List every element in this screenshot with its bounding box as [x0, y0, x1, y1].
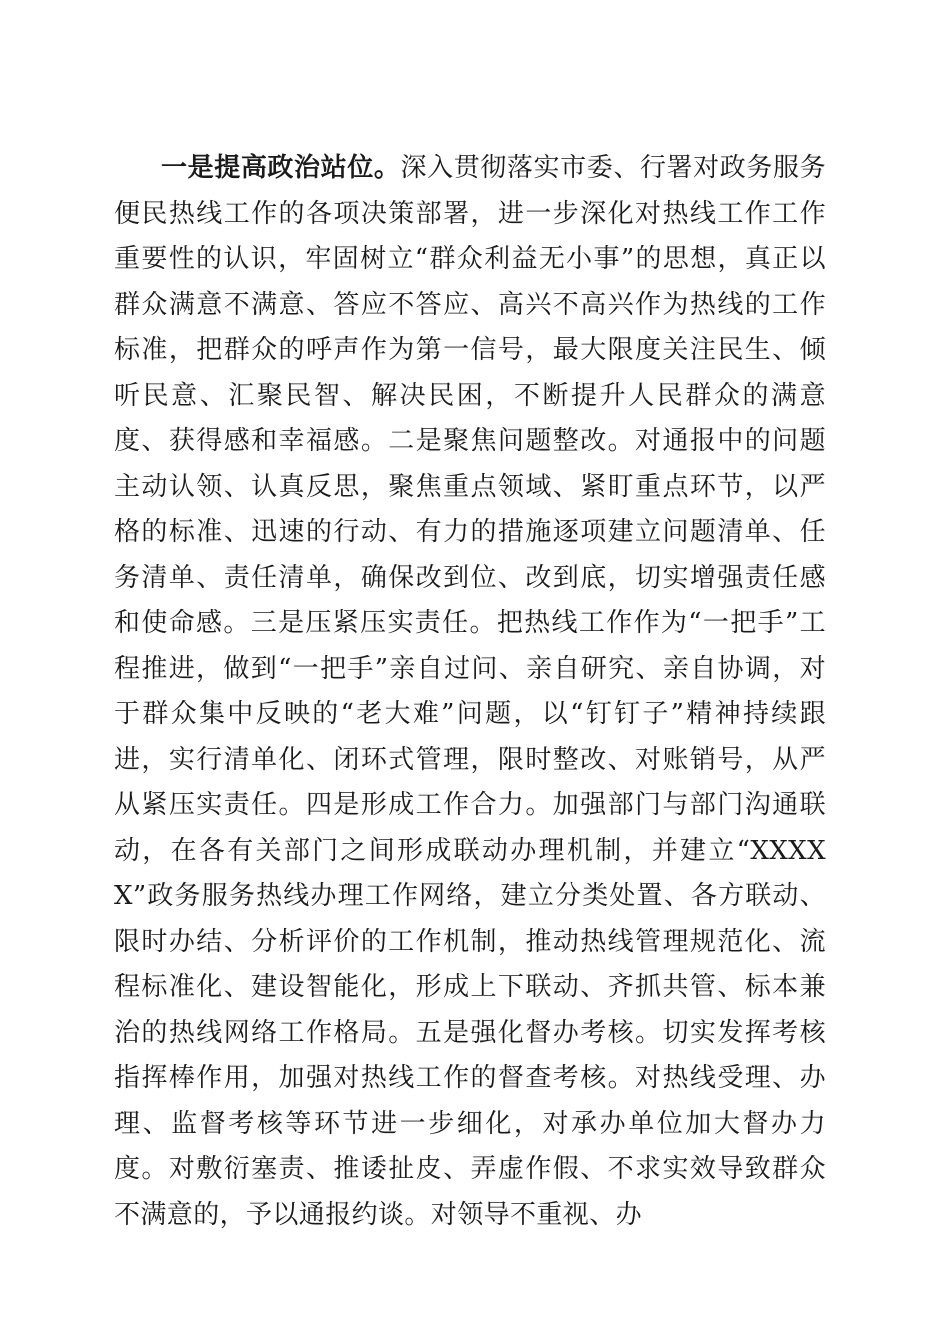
- paragraph-lead-heading: 一是提高政治站位。: [161, 153, 401, 183]
- paragraph-body-text: 深入贯彻落实市委、行署对政务服务便民热线工作的各项决策部署，进一步深化对热线工作工作重要性的认识，牢固树立“群众利益无小事”的思想，真正以群众满意不满意、答应不答应、高兴不高兴作为热线的工作标准，把群众的呼声作为第一信号，最大限度关注民生、倾听民意、汇聚民智、解决民困，不断提升人民群众的满意度、获得感和幸福感。二是聚焦问题整改。对通报中的问题主动认领、认真反思，聚焦重点领域、紧盯重点环节，以严格的标准、迅速的行动、有力的措施逐项建立问题清单、任务清单、责任清单，确保改到位、改到底，切实增强责任感和使命感。三是压紧压实责任。把热线工作作为“一把手”工程推进，做到“一把手”亲自过问、亲自研究、亲自协调，对于群众集中反映的“老大难”问题，以“钉钉子”精神持续跟进，实行清单化、闭环式管理，限时整改、对账销号，从严从紧压实责任。四是形成工作合力。加强部门与部门沟通联动，在各有关部门之间形成联动办理机制，并建立“XXXXX”政务服务热线办理工作网络，建立分类处置、各方联动、限时办结、分析评价的工作机制，推动热线管理规范化、流程标准化、建设智能化，形成上下联动、齐抓共管、标本兼治的热线网络工作格局。五是强化督办考核。切实发挥考核指挥棒作用，加强对热线工作的督查考核。对热线受理、办理、监督考核等环节进一步细化，对承办单位加大督办力度。对敷衍塞责、推诿扯皮、弄虚作假、不求实效导致群众不满意的，予以通报约谈。对领导不重视、办: [114, 153, 827, 1230]
- body-paragraph: [114, 146, 826, 1238]
